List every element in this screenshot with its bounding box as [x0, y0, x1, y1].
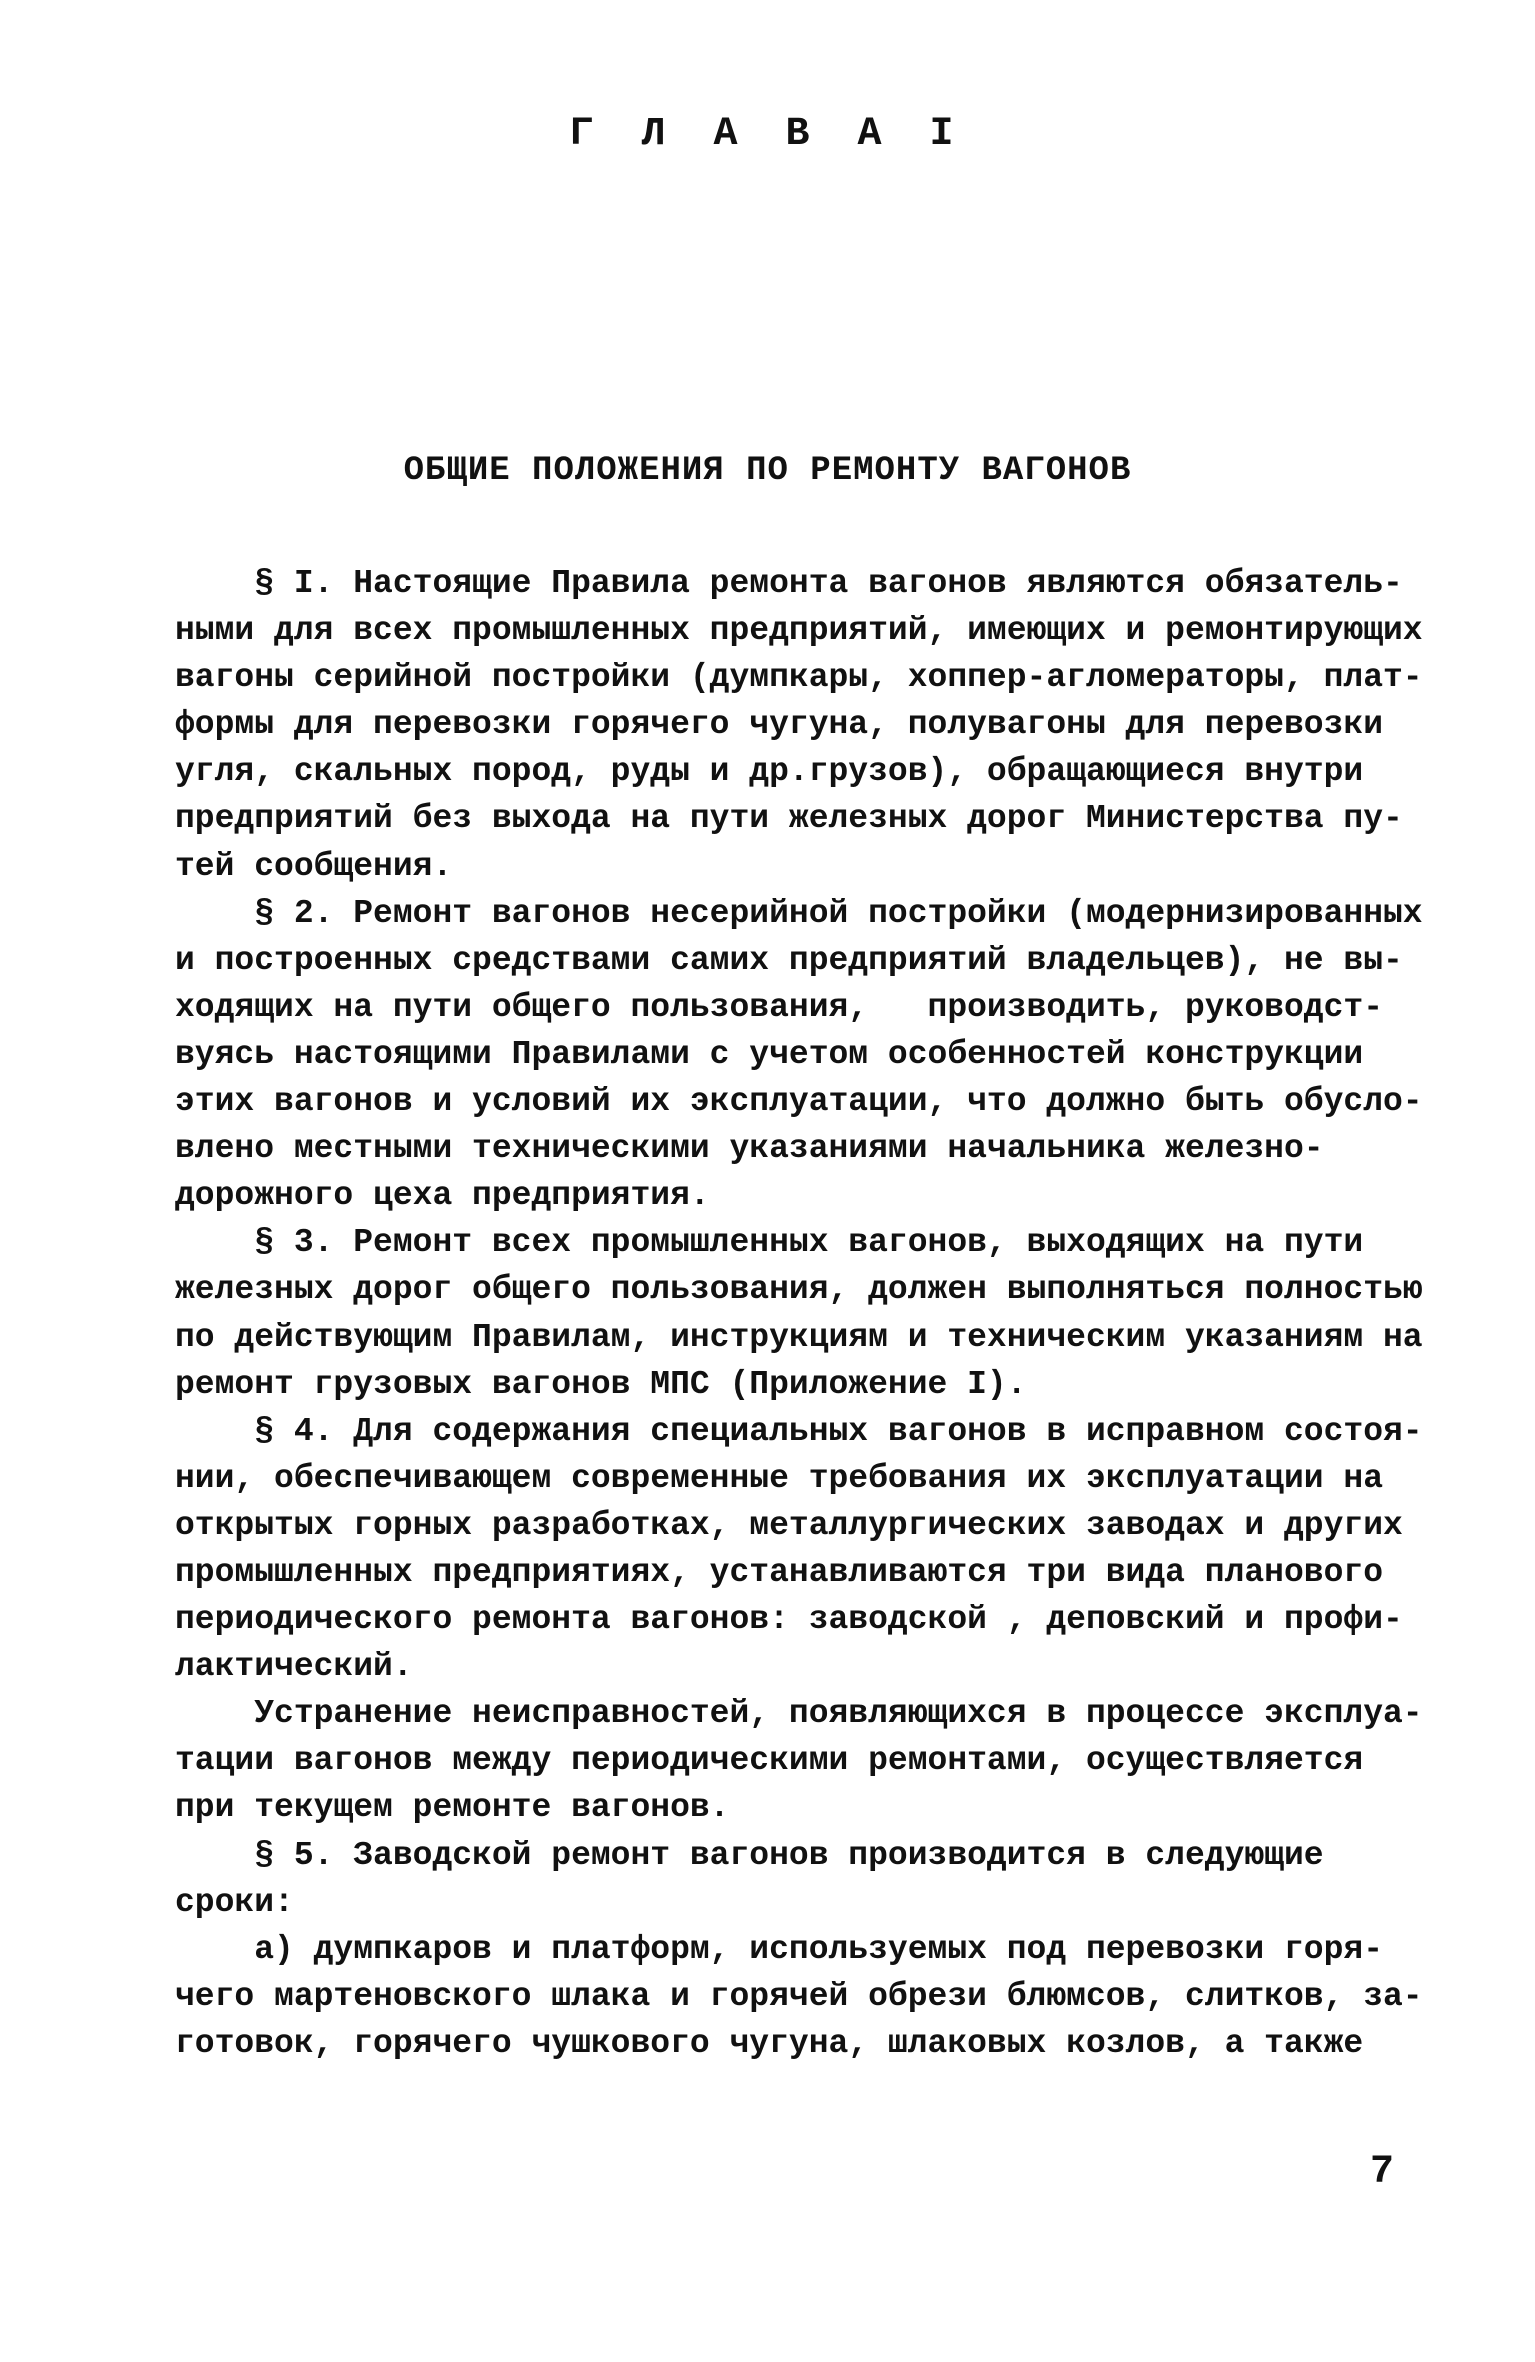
- text-line: ходящих на пути общего пользования, производить, руководст-: [175, 988, 1383, 1026]
- page-number: 7: [1370, 2150, 1395, 2195]
- text-line: при текущем ремонте вагонов.: [175, 1789, 730, 1827]
- chapter-heading: Г Л А В А I: [569, 112, 966, 157]
- text-line: периодического ремонта вагонов: заводской , деповский и профи-: [175, 1601, 1403, 1639]
- section-title: ОБЩИЕ ПОЛОЖЕНИЯ ПО РЕМОНТУ ВАГОНОВ: [403, 452, 1132, 490]
- text-line: § I. Настоящие Правила ремонта вагонов являются обязатель-: [175, 565, 1403, 602]
- text-line: ными для всех промышленных предприятий, имеющих и ремонтирующих: [175, 612, 1423, 650]
- text-line: сроки:: [175, 1883, 294, 1921]
- text-line: железных дорог общего пользования, должен выполняться полностью: [175, 1271, 1423, 1309]
- text-line: формы для перевозки горячего чугуна, полувагоны для перевозки: [175, 706, 1383, 744]
- text-line: и построенных средствами самих предприятий владельцев), не вы-: [175, 941, 1403, 979]
- text-line: этих вагонов и условий их эксплуатации, что должно быть обусло-: [175, 1083, 1423, 1121]
- text-line: Устранение неисправностей, появляющихся в процессе эксплуа-: [175, 1695, 1423, 1733]
- text-line: промышленных предприятиях, устанавливаются три вида планового: [175, 1553, 1383, 1591]
- text-line: угля, скальных пород, руды и др.грузов), обращающиеся внутри: [175, 753, 1364, 791]
- text-line: а) думпкаров и платформ, используемых под перевозки горя-: [175, 1930, 1383, 1968]
- text-line: § 2. Ремонт вагонов несерийной постройки (модернизированных: [175, 894, 1423, 932]
- text-line: готовок, горячего чушкового чугуна, шлаковых козлов, а также: [175, 2024, 1364, 2062]
- text-line: чего мартеновского шлака и горячей обрези блюмсов, слитков, за-: [175, 1977, 1423, 2015]
- text-line: влено местными техническими указаниями начальника железно-: [175, 1130, 1324, 1168]
- text-line: § 4. Для содержания специальных вагонов в исправном состоя-: [175, 1412, 1423, 1450]
- body-text: [175, 560, 1425, 2067]
- text-line: дорожного цеха предприятия.: [175, 1177, 710, 1215]
- text-line: ремонт грузовых вагонов МПС (Приложение I).: [175, 1365, 1027, 1403]
- text-line: тей сообщения.: [175, 847, 453, 885]
- text-line: вагоны серийной постройки (думпкары, хоппер-агломераторы, плат-: [175, 659, 1423, 697]
- text-line: вуясь настоящими Правилами с учетом особенностей конструкции: [175, 1035, 1364, 1073]
- text-line: открытых горных разработках, металлургических заводах и других: [175, 1506, 1403, 1544]
- text-line: тации вагонов между периодическими ремонтами, осуществляется: [175, 1742, 1364, 1780]
- text-line: предприятий без выхода на пути железных дорог Министерства пу-: [175, 800, 1403, 838]
- text-line: § 5. Заводской ремонт вагонов производится в следующие: [175, 1836, 1324, 1874]
- text-line: нии, обеспечивающем современные требования их эксплуатации на: [175, 1459, 1383, 1497]
- text-line: лактический.: [175, 1648, 413, 1686]
- text-line: по действующим Правилам, инструкциям и техническим указаниям на: [175, 1318, 1423, 1356]
- text-line: § 3. Ремонт всех промышленных вагонов, выходящих на пути: [175, 1224, 1364, 1262]
